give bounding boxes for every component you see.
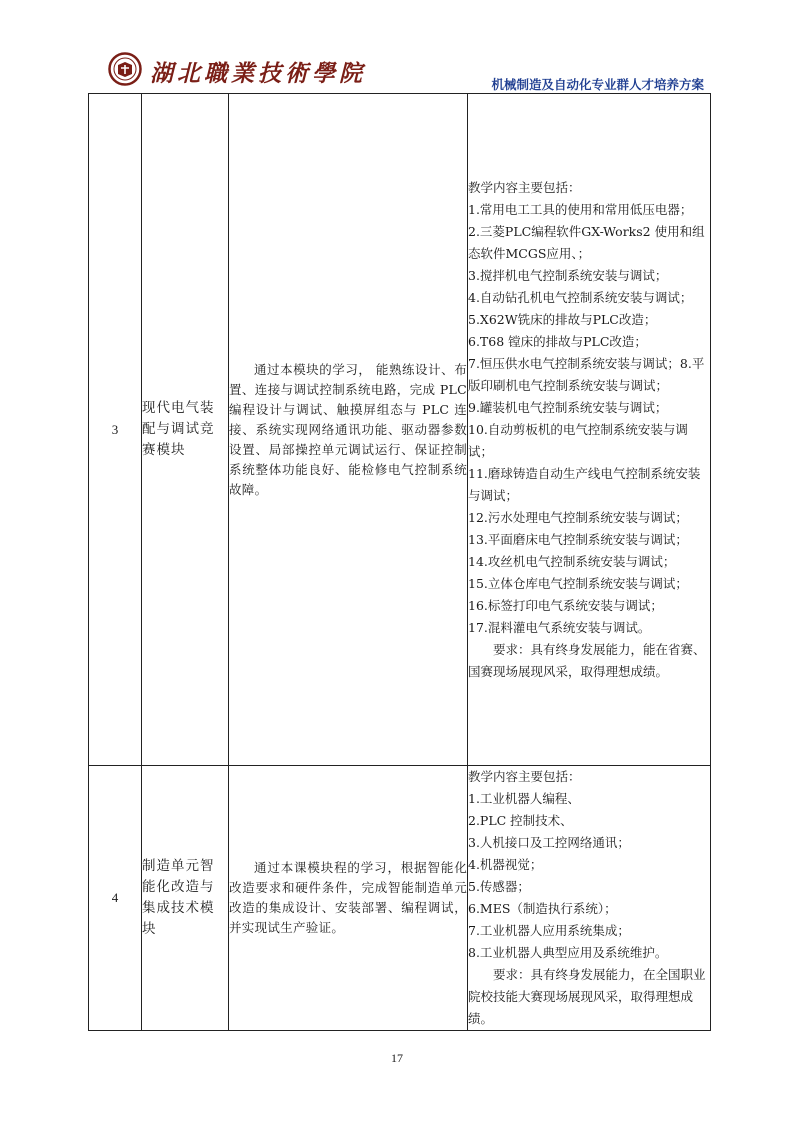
content-item: 11.磨球铸造自动生产线电气控制系统安装与调试； xyxy=(468,465,701,503)
content-item: 16.标签打印电气系统安装与调试； xyxy=(468,597,663,613)
module-number: 4 xyxy=(89,766,142,1031)
content-item: 7.恒压供水电气控制系统安装与调试；8.平版印刷机电气控制系统安装与调试； xyxy=(468,355,705,393)
document-title: 机械制造及自动化专业群人才培养方案 xyxy=(491,77,704,92)
module-number: 3 xyxy=(89,94,142,766)
content-item: 12.污水处理电气控制系统安装与调试； xyxy=(468,509,688,525)
content-intro: 教学内容主要包括： xyxy=(468,179,581,195)
content-item: 14.攻丝机电气控制系统安装与调试； xyxy=(468,553,676,569)
content-item: 9.罐装机电气控制系统安装与调试； xyxy=(468,399,668,415)
module-goal xyxy=(229,94,468,766)
page-header xyxy=(88,50,706,92)
content-item: 3.人机接口及工控网络通讯； xyxy=(468,835,630,850)
content-item: 5.传感器； xyxy=(468,879,530,894)
module-content xyxy=(468,94,711,766)
module-name: 现代电气装配与调试竞赛模块 xyxy=(142,94,229,766)
course-module-table xyxy=(88,93,711,1031)
content-item: 17.混料灌电气系统安装与调试。 xyxy=(468,619,651,635)
content-item: 2.PLC 控制技术、 xyxy=(468,813,573,828)
content-item: 4.自动钻孔机电气控制系统安装与调试； xyxy=(468,289,693,305)
content-item: 6.MES（制造执行系统）； xyxy=(468,901,617,916)
content-item: 7.工业机器人应用系统集成； xyxy=(468,923,630,938)
content-item: 8.工业机器人典型应用及系统维护。 xyxy=(468,945,668,960)
content-item: 2.三菱PLC编程软件GX-Works2 使用和组态软件MCGS应用、； xyxy=(468,223,705,261)
content-item: 1.工业机器人编程、 xyxy=(468,791,580,806)
goal-text: 通过本模块的学习， 能熟练设计、布置、连接与调试控制系统电路，完成 PLC 编程设计与调试、触摸屏组态与 PLC 连接、系统实现网络通讯功能、驱动器参数设置、局部操控单元调试运行、保证控制系统整体功能良好、能检修电气控制系统故障。 xyxy=(229,361,467,497)
content-item: 10.自动剪板机的电气控制系统安装与调试； xyxy=(468,421,688,459)
table-row xyxy=(89,94,711,766)
module-content xyxy=(468,766,711,1031)
module-name: 制造单元智能化改造与集成技术模块 xyxy=(142,766,229,1031)
school-seal-icon xyxy=(108,52,142,86)
requirement-text: 要求：具有终身发展能力，能在省赛、国赛现场展现风采，取得理想成绩。 xyxy=(468,641,706,679)
content-item: 1.常用电工工具的使用和常用低压电器； xyxy=(468,201,693,217)
content-item: 6.T68 镗床的排故与PLC改造； xyxy=(468,333,647,349)
table-row xyxy=(89,766,711,1031)
content-item: 4.机器视觉； xyxy=(468,857,543,872)
content-item: 15.立体仓库电气控制系统安装与调试； xyxy=(468,575,688,591)
content-item: 3.搅拌机电气控制系统安装与调试； xyxy=(468,267,668,283)
content-item: 13.平面磨床电气控制系统安装与调试； xyxy=(468,531,688,547)
goal-text: 通过本课模块程的学习，根据智能化改造要求和硬件条件，完成智能制造单元改造的集成设计、安装部署、编程调试，并实现试生产验证。 xyxy=(229,860,467,935)
requirement-text: 要求：具有终身发展能力，在全国职业院校技能大赛现场展现风采，取得理想成绩。 xyxy=(468,967,706,1026)
page-number: 17 xyxy=(391,1051,403,1065)
school-name-logo: 湖北職業技術學院 xyxy=(150,60,366,87)
content-intro: 教学内容主要包括： xyxy=(468,769,581,784)
module-goal xyxy=(229,766,468,1031)
content-item: 5.X62W铣床的排故与PLC改造； xyxy=(468,311,657,327)
